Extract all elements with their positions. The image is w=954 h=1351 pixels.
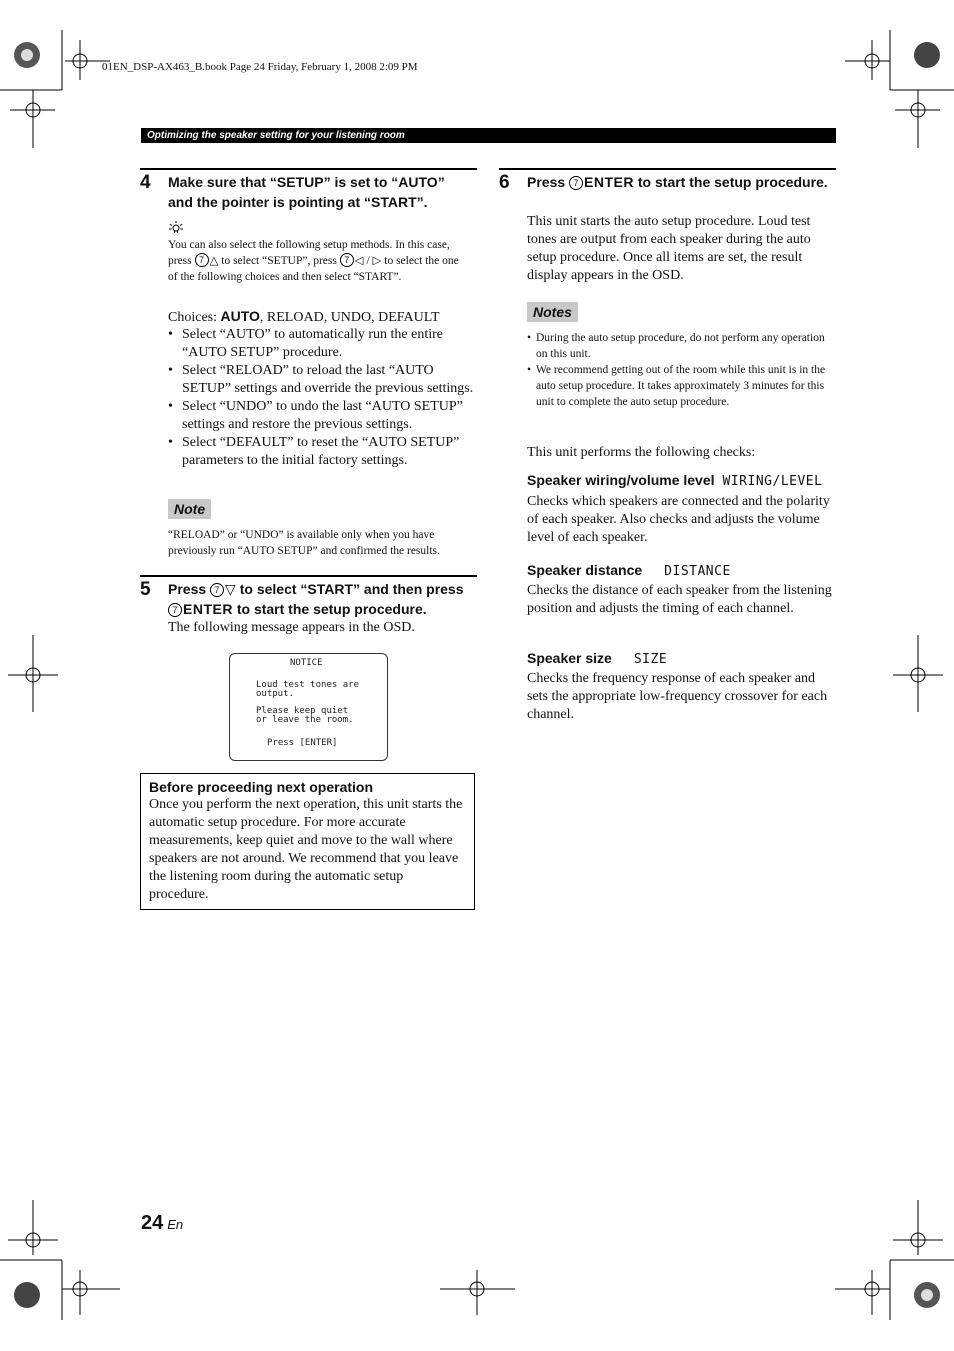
arrow-down-icon: ▽ (225, 581, 236, 597)
choices-default: AUTO (220, 308, 260, 324)
check-osd-code: SIZE (633, 652, 668, 667)
list-item: • We recommend getting out of the room while this unit is in the auto setup procedure. It takes approximately 3 minutes for this unit to complete the auto setup procedure. (527, 362, 835, 410)
check-osd-code: WIRING/LEVEL (722, 474, 823, 489)
osd-line: output. (256, 689, 294, 699)
before-box-title: Before proceeding next operation (149, 779, 374, 795)
osd-line: Please keep quiet (256, 706, 349, 716)
check-text: Checks the distance of each speaker from the listening position and adjusts the timing of each channel. (527, 583, 832, 616)
step5-title-1: Press (168, 581, 207, 597)
osd-line: Loud test tones are (256, 680, 359, 690)
list-item: • Select “RELOAD” to reload the last “AUTO SETUP” settings and override the previous settings. (168, 362, 474, 398)
step5-body: The following message appears in the OSD. (168, 620, 415, 635)
step6-key: 7 (569, 176, 583, 190)
tip-text-2: to select “SETUP”, press (221, 255, 337, 267)
tip-text (168, 237, 470, 285)
step6-title-2: to start the setup procedure. (637, 174, 828, 190)
notes-list (527, 330, 835, 410)
step4-title: Make sure that “SETUP” is set to “AUTO” and the pointer is pointing at “START”. (168, 174, 445, 210)
checks-intro: This unit performs the following checks: (527, 445, 756, 460)
tip-text-3: to select the one of the following choices and then select “START”. (168, 255, 459, 283)
step6-body: This unit starts the auto setup procedure. Loud test tones are output from each speaker during the auto setup procedure. Once all items are set, the result display appears in the OSD. (527, 214, 811, 283)
step6-title (527, 172, 832, 192)
list-item: • During the auto setup procedure, do not perform any operation on this unit. (527, 330, 835, 362)
tip-key-1: 7 (195, 253, 209, 267)
note-label: Note (168, 499, 211, 519)
check-text: Checks the frequency response of each speaker and sets the appropriate low-frequency crossover for each channel. (527, 671, 828, 722)
choices-line (168, 307, 478, 327)
step6-title-1: Press (527, 174, 566, 190)
enter-label: ENTER (584, 174, 634, 190)
page-number (141, 1212, 183, 1235)
step5-title (168, 579, 476, 619)
page-number-value: 24 (141, 1212, 164, 1234)
tip-arrow-left-right-icon: ◁ / ▷ (354, 255, 382, 267)
before-proceeding-box (140, 773, 475, 910)
step5-key-2: 7 (168, 603, 182, 617)
osd-line: or leave the room. (256, 715, 354, 725)
check-item-wiring (527, 471, 835, 547)
step4-rule (140, 168, 477, 170)
list-item: • Select “DEFAULT” to reset the “AUTO SETUP” parameters to the initial factory settings. (168, 434, 474, 470)
check-item-size (527, 649, 835, 724)
step5-key-1: 7 (210, 583, 224, 597)
step6-number: 6 (499, 172, 510, 193)
page-language: En (167, 1217, 184, 1232)
step5-number: 5 (140, 579, 151, 600)
tip-text-1: You can also select the following setup methods. In this case, press (168, 239, 450, 267)
notes-label: Notes (527, 302, 578, 322)
step4-number: 4 (140, 172, 151, 193)
choices-list (168, 326, 474, 470)
note-text: “RELOAD” or “UNDO” is available only when you have previously run “AUTO SETUP” and confirmed the results. (168, 529, 440, 557)
step5-rule (140, 575, 477, 577)
check-osd-code: DISTANCE (664, 564, 731, 579)
list-item: • Select “AUTO” to automatically run the entire “AUTO SETUP” procedure. (168, 326, 474, 362)
list-item: • Select “UNDO” to undo the last “AUTO SETUP” settings and restore the previous settings. (168, 398, 474, 434)
tip-key-2: 7 (340, 253, 354, 267)
osd-line-notice: NOTICE (290, 658, 323, 668)
step5-title-3: to start the setup procedure. (236, 601, 427, 617)
section-title: Optimizing the speaker setting for your listening room (141, 128, 836, 143)
check-item-distance (527, 561, 835, 618)
enter-label: ENTER (183, 601, 233, 617)
before-box-text: Once you perform the next operation, this unit starts the automatic setup procedure. For more accurate measurements, keep quiet and move to the wall where speakers are not around. We recommend that you leave the listening room during the automatic setup procedure. (149, 797, 463, 902)
check-text: Checks which speakers are connected and the polarity of each speaker. Also checks and adjusts the volume level of each speaker. (527, 494, 830, 545)
osd-line-press: Press [ENTER] (267, 738, 338, 748)
choices-rest: , RELOAD, UNDO, DEFAULT (259, 310, 440, 325)
step5-title-2: to select “START” and then press (239, 581, 464, 597)
check-title: Speaker wiring/volume level (527, 472, 715, 488)
osd-notice-box (229, 653, 388, 761)
print-header: 01EN_DSP-AX463_B.book Page 24 Friday, February 1, 2008 2:09 PM (102, 61, 418, 73)
step6-rule (499, 168, 836, 170)
check-title: Speaker distance (527, 562, 643, 578)
check-title: Speaker size (527, 650, 612, 666)
tip-arrow-up-icon: △ (209, 255, 219, 267)
choices-label: Choices: (168, 310, 217, 325)
